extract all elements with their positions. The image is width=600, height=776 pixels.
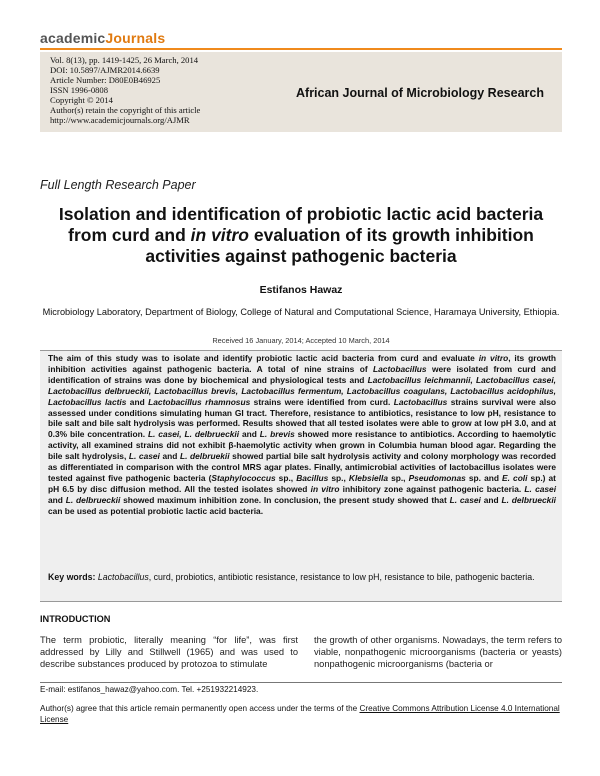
meta-issn: ISSN 1996-0808 — [50, 85, 109, 95]
intro-column-left: The term probiotic, literally meaning “for life”, was first addressed by Lilly and Stillwell (1965) and was used to describe substances produced by protozoa to stimulate — [40, 635, 298, 669]
publisher-logo — [40, 30, 165, 46]
keywords-label: Key words: — [48, 572, 96, 582]
license-notice — [40, 704, 562, 725]
title-text-italic: in vitro — [190, 225, 249, 245]
logo-text-journals: Journals — [105, 30, 166, 46]
license-text: Author(s) agree that this article remain permanently open access under the terms of the — [40, 704, 360, 713]
meta-volume: Vol. 8(13), pp. 1419-1425, 26 March, 2014 — [50, 55, 199, 65]
paper-type: Full Length Research Paper — [40, 178, 196, 192]
author-name: Estifanos Hawaz — [259, 284, 343, 296]
paper-title — [40, 204, 562, 267]
abstract-text: The aim of this study was to isolate and identify probiotic lactic acid bacteria from curd and evaluate in vitro, its growth inhibition activities against pathogenic bacteria. A total of nine strains of Lactobacillus were isolated from curd and identification of strains was done by biochemical and physiological tests and Lactobacillus leichmannii, Lactobacillus casei, Lactobacillus delbrueckii, Lactobacillus brevis, Lactobacillus fermentum, Lactobacillus coagulans, Lactobacillus acidophilus, Lactobacillus lactis and Lactobacillus rhamnosus strains were identified from curd. Lactobacillus strains survival were also assessed under conditions simulating human GI tract. Therefore, resistance to antibiotics, resistance to low pH, resistance to bile salt and bile salt hydrolysis was performed. Results showed that all tested isolates were able to grow at low pH 3.0, and at 0.3% bile concentration. L. casei, L. delbrueckii and L. brevis showed more resistance to antibiotics. According to haemolytic activity, all examined strains did not exhibit β-haemolytic activity when grown in Columbia human blood agar. Regarding the bile salt hydrolysis, L. casei and L. delbruekii showed partial bile salt hydrolysis activity and colony morphology was recorded as differentiated in comparison with the control MRS agar plates. Finally, antimicrobial activities of lactobacillus isolates were tested against five pathogenic bacteria (Staphylococcus sp., Bacillus sp., Klebsiella sp., Pseudomonas sp. and E. coli sp.) at pH 6.5 by disc diffusion method. All the tested isolates showed in vitro inhibitory zone against pathogenic bacteria. L. casei and L. delbrueckii showed maximum inhibition zone. In conclusion, the present study showed that L. casei and L. delbrueckii can be used as potential probiotic lactic acid bacteria. — [48, 353, 557, 516]
article-metadata — [50, 55, 200, 125]
meta-copyright: Copyright © 2014 — [50, 95, 113, 105]
keywords-list: , curd, probiotics, antibiotic resistance, resistance to low pH, resistance to bile, pathogenic bacteria. — [148, 572, 535, 582]
intro-column-right: the growth of other organisms. Nowadays, the term refers to viable, nonpathogenic microorganisms (bacteria or yeasts) nonpathogenic microorganisms (bacteria or — [314, 635, 562, 669]
license-link[interactable]: Creative Commons Attribution License 4.0 International License — [40, 704, 560, 724]
meta-url[interactable]: http://www.academicjournals.org/AJMR — [50, 115, 190, 125]
journal-name: African Journal of Microbiology Research — [296, 86, 544, 100]
meta-article-number: Article Number: D80E0B46925 — [50, 75, 161, 85]
meta-doi: DOI: 10.5897/AJMR2014.6639 — [50, 65, 160, 75]
section-heading-introduction: INTRODUCTION — [40, 614, 111, 624]
footnote-divider — [40, 682, 562, 683]
meta-rights: Author(s) retain the copyright of this article — [50, 105, 201, 115]
keyword-italic: Lactobacillus — [97, 572, 149, 582]
logo-text-academic: academic — [40, 30, 106, 46]
received-accepted-dates: Received 16 January, 2014; Accepted 10 March, 2014 — [212, 336, 390, 345]
keywords — [48, 572, 556, 583]
title-text-2: evaluation of its growth inhibition activities against pathogenic bacteria — [145, 225, 534, 266]
title-text-1: Isolation and identification of probiotic lactic acid bacteria from curd and — [58, 204, 544, 245]
author-email: E-mail: estifanos_hawaz@yahoo.com. Tel. +251932214923. — [40, 685, 259, 694]
author-affiliation: Microbiology Laboratory, Department of Biology, College of Natural and Computational Science, Haramaya University, Ethiopia. — [42, 307, 560, 317]
logo-underline — [40, 48, 562, 50]
